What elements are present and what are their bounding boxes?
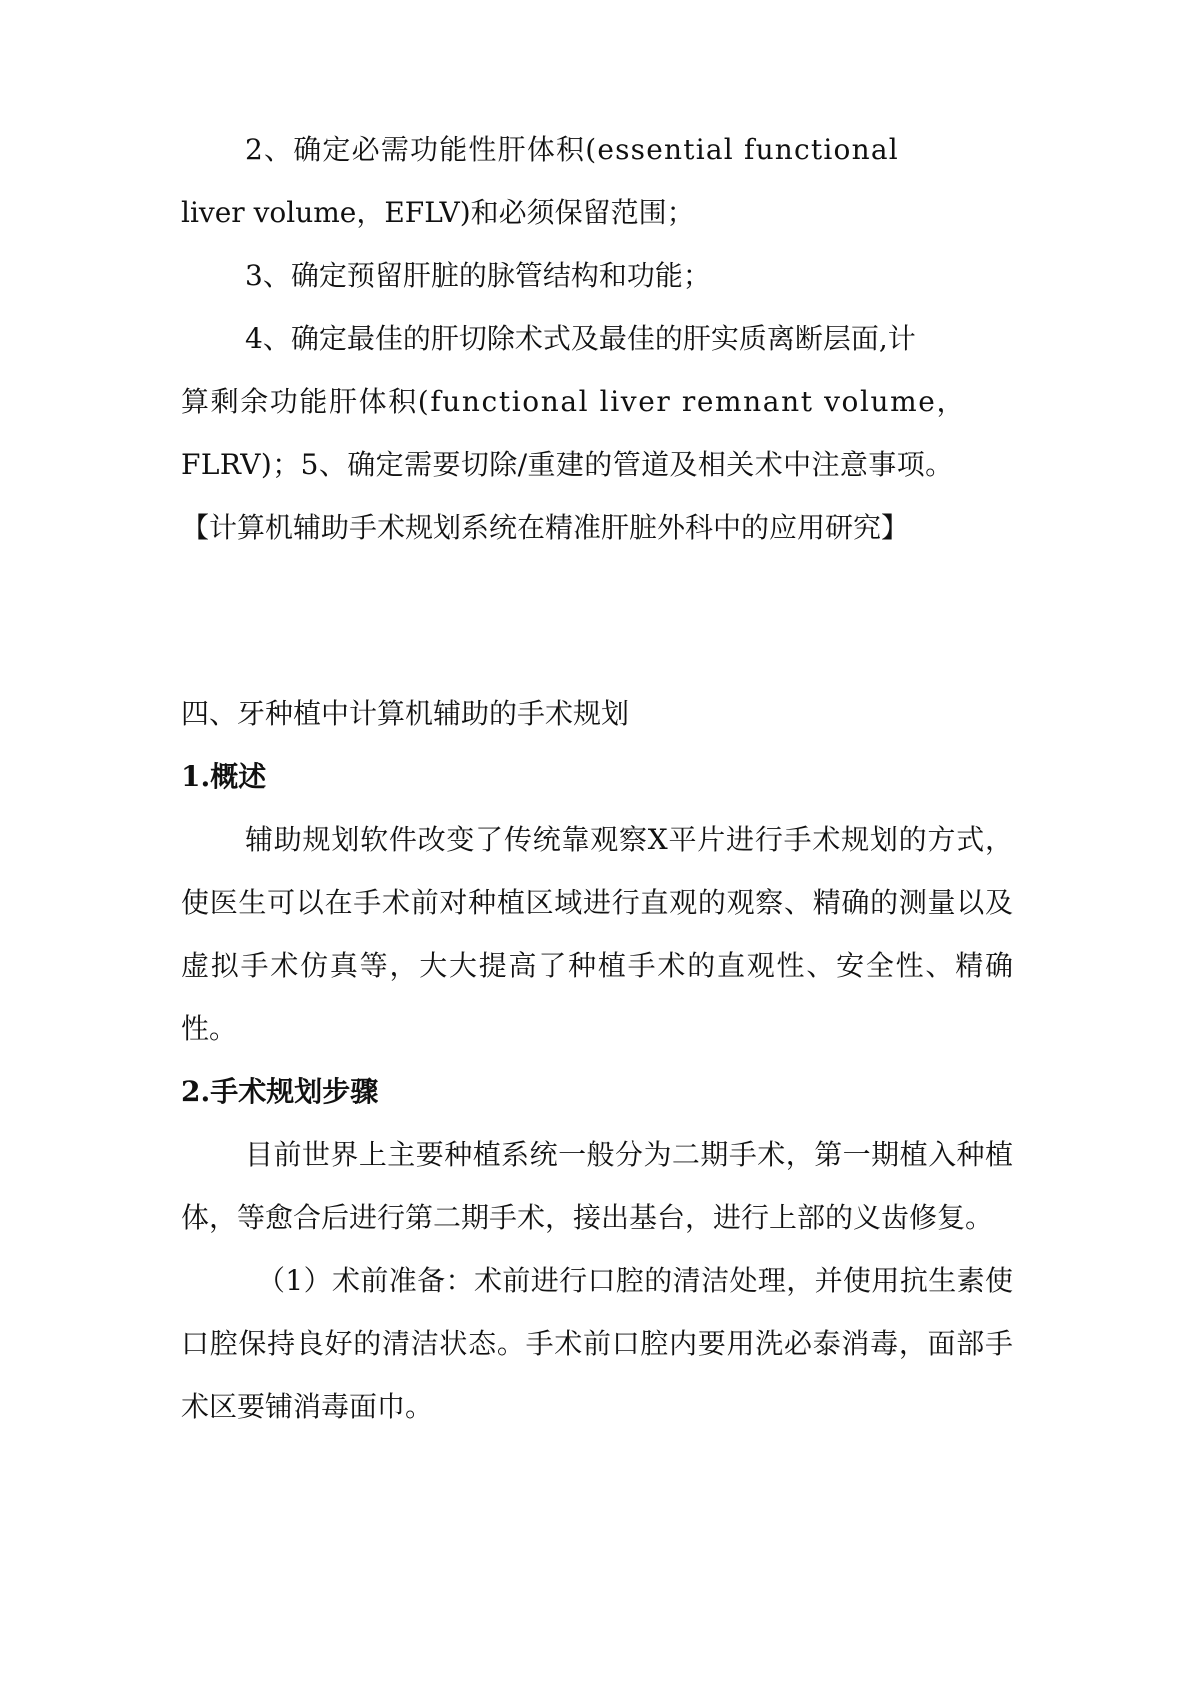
item-4-line-2: 算剩余功能肝体积(functional liver remnant volume， [181, 385, 967, 418]
item-4-line-1: 4、确定最佳的肝切除术式及最佳的肝实质离断层面,计 [245, 322, 916, 355]
section-title: 四、牙种植中计算机辅助的手术规划 [181, 697, 630, 730]
item-4-line-3: FLRV)；5、确定需要切除/重建的管道及相关术中注意事项。 [181, 448, 954, 481]
steps-intro-paragraph: 目前世界上主要种植系统一般分为二期手术，第一期植入种植体，等愈合后进行第二期手术，接出基台，进行上部的义齿修复。 [181, 1138, 1013, 1234]
step-1-paragraph: （1）术前准备：术前进行口腔的清洁处理，并使用抗生素使口腔保持良好的清洁状态。手术前口腔内要用洗必泰消毒，面部手术区要铺消毒面巾。 [181, 1264, 1013, 1423]
item-3: 3、确定预留肝脏的脉管结构和功能； [245, 259, 711, 292]
item-2-line-1: 2、确定必需功能性肝体积(essential functional [245, 133, 899, 166]
overview-heading: 1.概述 [181, 760, 267, 793]
steps-heading: 2.手术规划步骤 [181, 1075, 379, 1108]
item-2-line-2: liver volume，EFLV)和必须保留范围； [181, 196, 695, 229]
source-citation: 【计算机辅助手术规划系统在精准肝脏外科中的应用研究】 [181, 511, 910, 544]
liver-planning-list [181, 118, 1013, 559]
overview-paragraph: 辅助规划软件改变了传统靠观察X平片进行手术规划的方式，使医生可以在手术前对种植区域进行直观的观察、精确的测量以及虚拟手术仿真等，大大提高了种植手术的直观性、安全性、精确性。 [181, 823, 1013, 1045]
dental-implant-section [181, 682, 1013, 1438]
